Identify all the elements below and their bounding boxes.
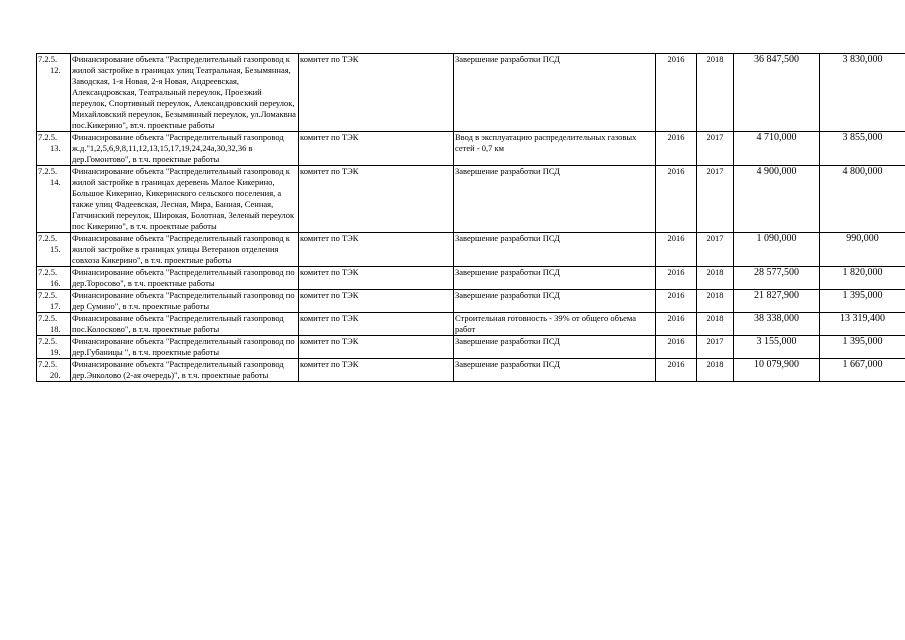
result-cell: Завершение разработки ПСД xyxy=(454,54,656,132)
item-number-cell xyxy=(37,54,71,132)
item-number-cell xyxy=(37,359,71,382)
item-number-suffix: 12. xyxy=(50,65,61,75)
executor-cell: комитет по ТЭК xyxy=(299,233,454,267)
item-number-suffix: 13. xyxy=(50,143,61,153)
end-year-cell: 2018 xyxy=(697,267,734,290)
table-row xyxy=(37,54,905,132)
end-year-cell: 2017 xyxy=(697,336,734,359)
table-row xyxy=(37,290,905,313)
executor-cell: комитет по ТЭК xyxy=(299,54,454,132)
executor-cell: комитет по ТЭК xyxy=(299,166,454,233)
item-number-suffix: 16. xyxy=(50,278,61,288)
current-amount-cell: 1 820,000 xyxy=(820,267,905,290)
item-number-cell xyxy=(37,233,71,267)
item-name-cell: Финансирование объекта "Распределительный газопровод дер.Энколово (2-ая очередь)", в т.ч. проектные работы xyxy=(71,359,299,382)
current-amount-cell: 1 667,000 xyxy=(820,359,905,382)
item-number-suffix: 15. xyxy=(50,244,61,254)
current-amount-cell: 3 855,000 xyxy=(820,132,905,166)
end-year-cell: 2018 xyxy=(697,54,734,132)
start-year-cell: 2016 xyxy=(656,166,697,233)
result-cell: Завершение разработки ПСД xyxy=(454,336,656,359)
item-number-prefix: 7.2.5. xyxy=(38,132,58,142)
table-row xyxy=(37,267,905,290)
item-number-suffix: 14. xyxy=(50,177,61,187)
item-name-cell: Финансирование объекта "Распределительный газопровод ж.д."1,2,5,6,9,8,11,12,13,15,17,19,24,24а,30,32,36 в дер.Гомонтово", в т.ч. проектные работы xyxy=(71,132,299,166)
table-row xyxy=(37,313,905,336)
start-year-cell: 2016 xyxy=(656,359,697,382)
total-amount-cell: 10 079,900 xyxy=(734,359,820,382)
start-year-cell: 2016 xyxy=(656,313,697,336)
current-amount-cell: 3 830,000 xyxy=(820,54,905,132)
item-number-prefix: 7.2.5. xyxy=(38,290,58,300)
item-number-cell xyxy=(37,313,71,336)
item-number-prefix: 7.2.5. xyxy=(38,336,58,346)
item-number-cell xyxy=(37,132,71,166)
item-number-prefix: 7.2.5. xyxy=(38,166,58,176)
item-number-suffix: 18. xyxy=(50,324,61,334)
result-cell: Завершение разработки ПСД xyxy=(454,267,656,290)
table-row xyxy=(37,132,905,166)
result-cell: Завершение разработки ПСД xyxy=(454,359,656,382)
item-number-prefix: 7.2.5. xyxy=(38,267,58,277)
item-number-suffix: 20. xyxy=(50,370,61,380)
end-year-cell: 2018 xyxy=(697,290,734,313)
total-amount-cell: 3 155,000 xyxy=(734,336,820,359)
executor-cell: комитет по ТЭК xyxy=(299,313,454,336)
start-year-cell: 2016 xyxy=(656,290,697,313)
end-year-cell: 2018 xyxy=(697,313,734,336)
item-number-prefix: 7.2.5. xyxy=(38,233,58,243)
program-table xyxy=(36,53,905,382)
executor-cell: комитет по ТЭК xyxy=(299,267,454,290)
total-amount-cell: 4 900,000 xyxy=(734,166,820,233)
table-row xyxy=(37,166,905,233)
current-amount-cell: 4 800,000 xyxy=(820,166,905,233)
total-amount-cell: 1 090,000 xyxy=(734,233,820,267)
start-year-cell: 2016 xyxy=(656,267,697,290)
item-number-prefix: 7.2.5. xyxy=(38,313,58,323)
item-name-cell: Финансирование объекта "Распределительный газопровод по дер.Торосово", в т.ч. проектные работы xyxy=(71,267,299,290)
item-name-cell: Финансирование объекта "Распределительный газопровод к жилой застройке в границах деревень Малое Кикерино, Большое Кикерино, Кикеринского сельского поселения, а также улиц Фадеевская, Лесная, Мира, Банная, Сенная, Гатчинский переулок, Широкая, Болотная, Зеленый переулок пос Кикерино", в т.ч. проектные работы xyxy=(71,166,299,233)
end-year-cell: 2017 xyxy=(697,132,734,166)
total-amount-cell: 28 577,500 xyxy=(734,267,820,290)
total-amount-cell: 4 710,000 xyxy=(734,132,820,166)
total-amount-cell: 21 827,900 xyxy=(734,290,820,313)
item-name-cell: Финансирование объекта "Распределительный газопровод к жилой застройке в границах улицы Ветеранов отделения совхоза Кикерино", в т.ч. проектные работы xyxy=(71,233,299,267)
total-amount-cell: 36 847,500 xyxy=(734,54,820,132)
start-year-cell: 2016 xyxy=(656,233,697,267)
item-number-cell xyxy=(37,267,71,290)
item-number-suffix: 19. xyxy=(50,347,61,357)
item-number-cell xyxy=(37,336,71,359)
result-cell: Завершение разработки ПСД xyxy=(454,290,656,313)
table-row xyxy=(37,336,905,359)
item-name-cell: Финансирование объекта "Распределительный газопровод к жилой застройке в границах улиц Театральная, Безымянная, Заводская, 1-я Новая, 2-я Новая, Андреевская, Александровская, Театральный переулок, Проезжий переулок, Спортивный переулок, Александровский переулок, Михайловский переулок, Безымянный переулок, ул.Ломаквна пос.Кикерино", вт.ч. проектные работы xyxy=(71,54,299,132)
executor-cell: комитет по ТЭК xyxy=(299,290,454,313)
table-row xyxy=(37,359,905,382)
executor-cell: комитет по ТЭК xyxy=(299,359,454,382)
start-year-cell: 2016 xyxy=(656,54,697,132)
total-amount-cell: 38 338,000 xyxy=(734,313,820,336)
item-name-cell: Финансирование объекта "Распределительный газопровод по дер.Губаницы ", в т.ч. проектные работы xyxy=(71,336,299,359)
end-year-cell: 2018 xyxy=(697,359,734,382)
table-row xyxy=(37,233,905,267)
current-amount-cell: 990,000 xyxy=(820,233,905,267)
item-number-cell xyxy=(37,166,71,233)
item-number-prefix: 7.2.5. xyxy=(38,359,58,369)
end-year-cell: 2017 xyxy=(697,233,734,267)
result-cell: Ввод в эксплуатацию распределительных газовых сетей - 0,7 км xyxy=(454,132,656,166)
program-table-body xyxy=(37,54,905,382)
current-amount-cell: 1 395,000 xyxy=(820,336,905,359)
result-cell: Завершение разработки ПСД xyxy=(454,166,656,233)
result-cell: Завершение разработки ПСД xyxy=(454,233,656,267)
item-name-cell: Финансирование объекта "Распределительный газопровод пос.Колосково", в т.ч. проектные работы xyxy=(71,313,299,336)
item-number-prefix: 7.2.5. xyxy=(38,54,58,64)
item-number-cell xyxy=(37,290,71,313)
item-name-cell: Финансирование объекта "Распределительный газопровод по дер Сумино", в т.ч. проектные работы xyxy=(71,290,299,313)
current-amount-cell: 1 395,000 xyxy=(820,290,905,313)
item-number-suffix: 17. xyxy=(50,301,61,311)
start-year-cell: 2016 xyxy=(656,132,697,166)
executor-cell: комитет по ТЭК xyxy=(299,336,454,359)
start-year-cell: 2016 xyxy=(656,336,697,359)
current-amount-cell: 13 319,400 xyxy=(820,313,905,336)
result-cell: Строительная готовность - 39% от общего объема работ xyxy=(454,313,656,336)
end-year-cell: 2017 xyxy=(697,166,734,233)
executor-cell: комитет по ТЭК xyxy=(299,132,454,166)
